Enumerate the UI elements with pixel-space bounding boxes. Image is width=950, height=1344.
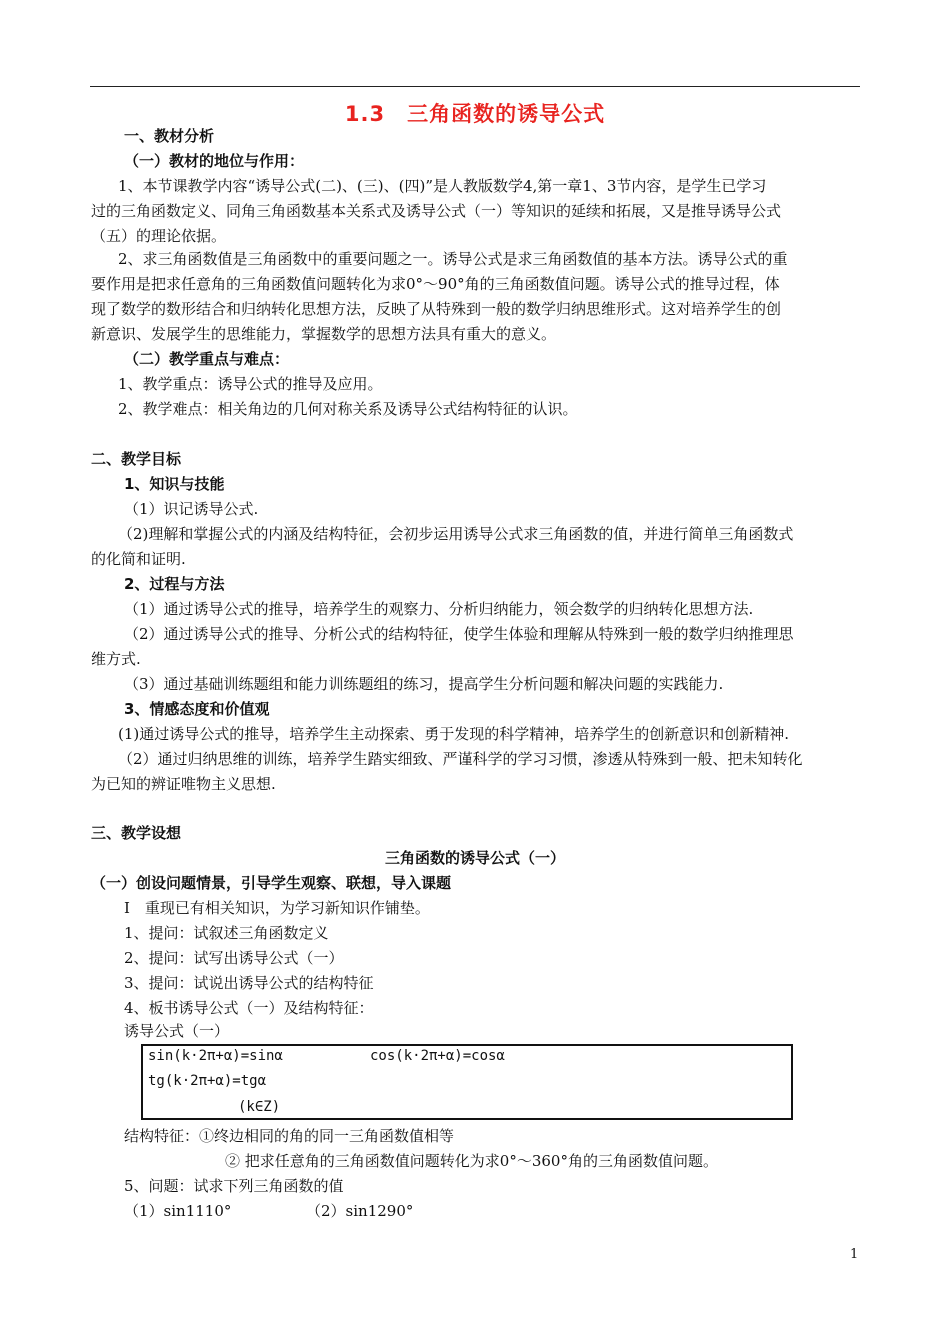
paragraph-line: 2、教学难点：相关角边的几何对称关系及诱导公式结构特征的认识。 <box>118 400 578 418</box>
paragraph-line: 2、求三角函数值是三角函数中的重要问题之一。诱导公式是求三角函数值的基本方法。诱导公式的重 <box>118 250 788 268</box>
exercise-item: （1）sin1110° <box>124 1202 232 1220</box>
paragraph-line: 结构特征：①终边相同的角的同一三角函数值相等 <box>124 1127 455 1145</box>
paragraph-line: 过的三角函数定义、同角三角函数基本关系式及诱导公式（一）等知识的延续和拓展，又是推导诱导公式 <box>91 202 782 220</box>
formula-tg: tg(k·2π+α)=tgα <box>148 1073 267 1089</box>
page-title: 1.3 三角函数的诱导公式 <box>344 102 606 126</box>
section-heading: 一、教材分析 <box>124 127 215 145</box>
paragraph-line: ② 把求任意角的三角函数值问题转化为求0°～360°角的三角函数值问题。 <box>225 1152 718 1170</box>
header-rule <box>90 86 860 87</box>
formula-cos: cos(k·2π+α)=cosα <box>370 1048 505 1064</box>
subsection-heading: 2、过程与方法 <box>124 575 225 593</box>
paragraph-line: 现了数学的数形结合和归纳转化思想方法，反映了从特殊到一般的数学归纳思维形式。这对培养学生的创 <box>91 300 782 318</box>
paragraph-line: （五）的理论依据。 <box>91 227 227 245</box>
paragraph-line: （1）通过诱导公式的推导，培养学生的观察力、分析归纳能力，领会数学的归纳转化思想方法. <box>124 600 754 618</box>
paragraph-line: （1）识记诱导公式. <box>124 500 259 518</box>
paragraph-line: 5、问题：试求下列三角函数的值 <box>124 1177 344 1195</box>
paragraph-line: Ⅰ 重现已有相关知识，为学习新知识作铺垫。 <box>124 899 430 917</box>
section-heading: 三、教学设想 <box>91 824 182 842</box>
subsection-heading: 3、情感态度和价值观 <box>124 700 270 718</box>
paragraph-line: (1)通过诱导公式的推导，培养学生主动探索、勇于发现的科学精神，培养学生的创新意识和创新精神. <box>118 725 790 743</box>
formula-label: 诱导公式（一） <box>124 1022 230 1040</box>
exercise-item: （2）sin1290° <box>306 1202 414 1220</box>
subsection-heading: 1、知识与技能 <box>124 475 225 493</box>
subsection-heading: （一）教材的地位与作用： <box>124 152 305 170</box>
formula-condition: (k∈Z) <box>238 1099 281 1115</box>
subsection-heading: （二）教学重点与难点： <box>124 350 290 368</box>
paragraph-line: 的化简和证明. <box>91 550 186 568</box>
paragraph-line: 3、提问：试说出诱导公式的结构特征 <box>124 974 374 992</box>
lesson-title: 三角函数的诱导公式（一） <box>384 849 565 867</box>
paragraph-line: （3）通过基础训练题组和能力训练题组的练习，提高学生分析问题和解决问题的实践能力. <box>124 675 724 693</box>
page-number: 1 <box>850 1247 859 1262</box>
paragraph-line: 1、本节课教学内容“诱导公式(二)、(三)、(四)”是人教版数学4,第一章1、3节内容，是学生已学习 <box>118 177 767 195</box>
paragraph-line: 1、教学重点：诱导公式的推导及应用。 <box>118 375 383 393</box>
paragraph-line: 要作用是把求任意角的三角函数值问题转化为求0°～90°角的三角函数值问题。诱导公式的推导过程，体 <box>91 275 780 293</box>
subsection-heading: （一）创设问题情景，引导学生观察、联想，导入课题 <box>91 874 452 892</box>
paragraph-line: （2）通过诱导公式的推导、分析公式的结构特征，使学生体验和理解从特殊到一般的数学归纳推理思 <box>124 625 794 643</box>
paragraph-line: 新意识、发展学生的思维能力，掌握数学的思想方法具有重大的意义。 <box>91 325 557 343</box>
formula-sin: sin(k·2π+α)=sinα <box>148 1048 283 1064</box>
paragraph-line: （2）通过归纳思维的训练，培养学生踏实细致、严谨科学的学习习惯，渗透从特殊到一般、把未知转化 <box>118 750 803 768</box>
paragraph-line: 4、板书诱导公式（一）及结构特征： <box>124 999 374 1017</box>
paragraph-line: 2、提问：试写出诱导公式（一） <box>124 949 344 967</box>
paragraph-line: 1、提问：试叙述三角函数定义 <box>124 924 329 942</box>
paragraph-line: 维方式. <box>91 650 141 668</box>
paragraph-line: 为已知的辨证唯物主义思想. <box>91 775 276 793</box>
paragraph-line: （2)理解和掌握公式的内涵及结构特征，会初步运用诱导公式求三角函数的值，并进行简单三角函数式 <box>118 525 794 543</box>
section-heading: 二、教学目标 <box>91 450 182 468</box>
